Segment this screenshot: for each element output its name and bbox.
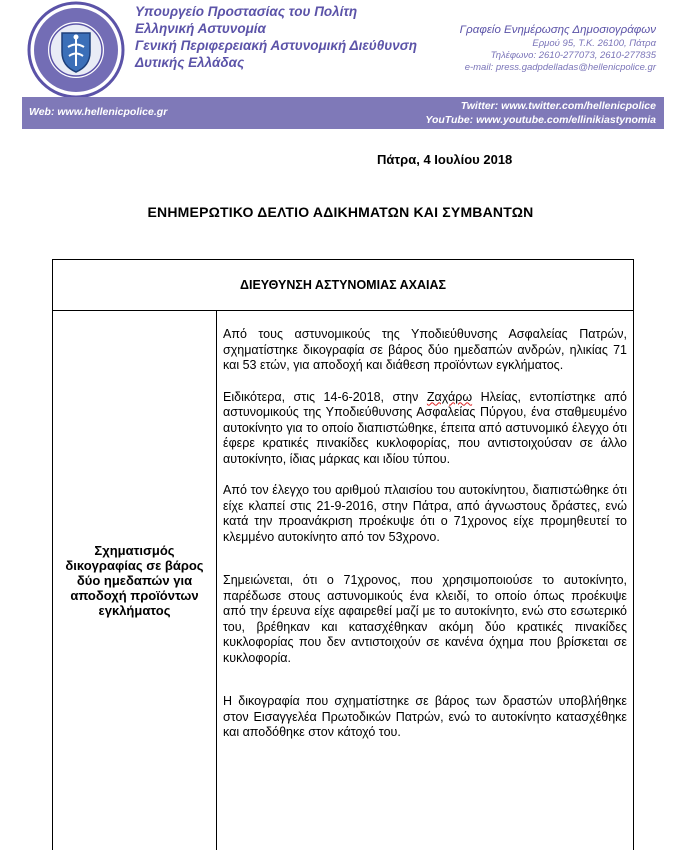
case-title-cell [53, 311, 217, 850]
hellenic-police-logo [26, 0, 126, 100]
incident-row [53, 311, 633, 850]
paragraph-2-start: Ειδικότερα, στις 14-6-2018, στην [223, 389, 427, 404]
letterhead [0, 0, 681, 100]
paragraph-1: Από τους αστυνομικούς της Υποδιεύθυνσης Ασφαλείας Πατρών, σχηματίστηκε δικογραφία σε βάρος δύο ημεδαπών ανδρών, ηλικίας 71 και 53 ετών, για αποδοχή και διάθεση προϊόντων εγκλήματος. [223, 327, 627, 372]
social-links [425, 99, 656, 127]
paragraph-2 [223, 390, 627, 468]
press-office-phone: Τηλέφωνο: 2610-277073, 2610-277835 [490, 50, 656, 61]
youtube-link[interactable]: YouTube: www.youtube.com/ellinikiastynomia [425, 114, 656, 126]
press-office-contact [460, 24, 656, 74]
website-link[interactable]: Web: www.hellenicpolice.gr [29, 106, 168, 118]
paragraph-4: Σημειώνεται, ότι ο 71χρονος, που χρησιμοποιούσε το αυτοκίνητο, παρέδωσε στους αστυνομικούς ένα κλειδί, το οποίο όπως προέκυψε από την έρευνα είχε αφαιρεθεί μαζί με το αυτοκίνητο, ενώ στο εσωτερικό του, βρέθηκαν και κατασχέθηκαν ακόμη δύο κρατικές πινακίδες κυκλοφορίας που δεν αντιστοιχούν σε κανένα όχημα που βρίσκεται σε κυκλοφορία. [223, 573, 627, 665]
incident-table [52, 259, 634, 850]
department-header: ΔΙΕΥΘΥΝΣΗ ΑΣΤΥΝΟΜΙΑΣ ΑΧΑΙΑΣ [53, 260, 633, 311]
paragraph-3: Από τον έλεγχο του αριθμού πλαισίου του αυτοκίνητου, διαπιστώθηκε ότι είχε κλαπεί στις 21-9-2016, στην Πάτρα, από άγνωστους δράστες, ενώ κατά την προανάκριση προέκυψε ότι ο 71χρονος είχε προμηθευτεί το κλεμμένο αυτοκίνητο από τον 53χρονο. [223, 483, 627, 544]
press-office-email[interactable]: e-mail: press.gadpdelladas@hellenicpolice.gr [464, 62, 656, 73]
case-description [223, 327, 627, 757]
links-band [22, 97, 664, 129]
paragraph-5: Η δικογραφία που σχηματίστηκε σε βάρος των δραστών υποβλήθηκε στον Εισαγγελέα Πρωτοδικών Πατρών, ενώ το αυτοκίνητο κατασχέθηκε και αποδόθηκε στον κάτοχό του. [223, 694, 627, 739]
org-line: Ελληνική Αστυνομία [135, 21, 266, 36]
org-line: Δυτικής Ελλάδας [135, 55, 245, 70]
case-title: Σχηματισμός δικογραφίας σε βάρος δύο ημεδαπών για αποδοχή προϊόντων εγκλήματος [65, 543, 204, 618]
org-line: Γενική Περιφερειακή Αστυνομική Διεύθυνση [135, 38, 417, 53]
press-office-title: Γραφείο Ενημέρωσης Δημοσιογράφων [459, 24, 656, 36]
place-name: Ζαχάρω [426, 389, 473, 404]
paragraph-2-end: Ηλείας, εντοπίστηκε από αστυνομικούς της Υποδιεύθυνσης Ασφαλείας Πύργου, ένα σταθμευμένο αυτοκίνητο για το οποίο διαπιστώθηκε, έπειτα από αστυνομικό έλεγχο ότι έφερε κρατικές πινακίδες κυκλοφορίας, που αντιστοιχούσαν σε άλλο αυτοκίνητο, ίδιας μάρκας και ιδίου τύπου. [223, 389, 627, 466]
press-office-address: Ερμού 95, Τ.Κ. 26100, Πάτρα [532, 38, 656, 49]
document-date: Πάτρα, 4 Ιουλίου 2018 [377, 152, 513, 167]
twitter-link[interactable]: Twitter: www.twitter.com/hellenicpolice [460, 100, 656, 112]
organization-lines [135, 3, 417, 71]
org-line: Υπουργείο Προστασίας του Πολίτη [135, 4, 358, 19]
document-title: ΕΝΗΜΕΡΩΤΙΚΟ ΔΕΛΤΙΟ ΑΔΙΚΗΜΑΤΩΝ ΚΑΙ ΣΥΜΒΑΝΤΩΝ [147, 204, 534, 220]
